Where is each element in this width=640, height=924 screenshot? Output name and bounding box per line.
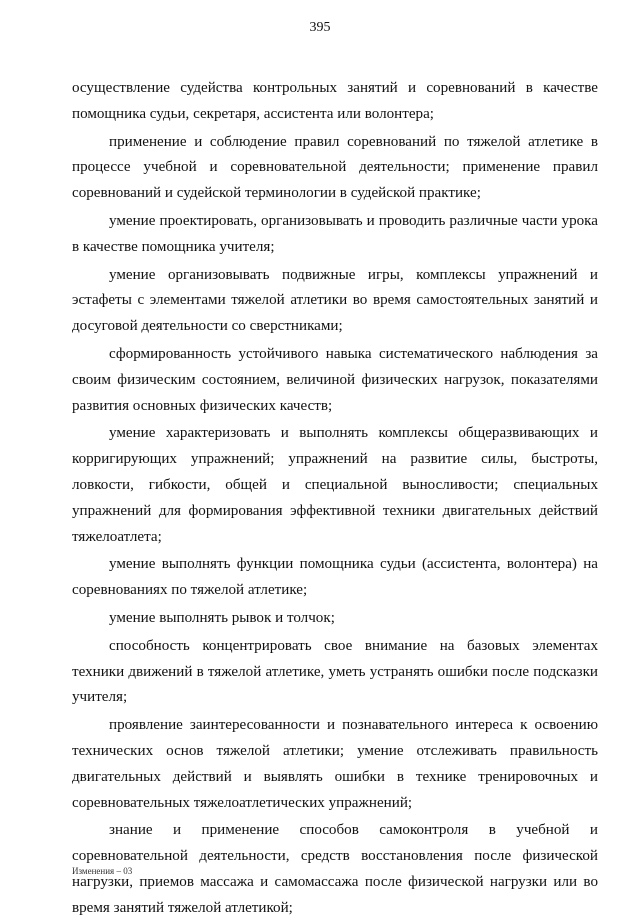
paragraph: применение и соблюдение правил соревнований по тяжелой атлетике в процессе учебной и соревновательной деятельности; применение правил соревнований и судейской терминологии в судейской практике; [72, 133, 598, 202]
paragraph: проявление заинтересованности и познавательного интереса к освоению технических основ тяжелой атлетики; умение отслеживать правильность двигательных действий и выявлять ошибки в технике тренировочных и соревновательных тяжелоатлетических упражнений; [72, 717, 598, 811]
paragraph: умение выполнять рывок и толчок; [109, 609, 335, 626]
paragraph: умение характеризовать и выполнять комплексы общеразвивающих и корригирующих упражнений; упражнений на развитие силы, быстроты, ловкости, гибкости, общей и специальной выносливости; специальных упражнений для формирования эффективной техники двигательных действий тяжелоатлета; [72, 425, 598, 545]
paragraph: знание и применение способов самоконтроля в учебной и соревновательной деятельности, средств восстановления после физической нагрузки, приемов массажа и самомассажа после физической нагрузки или во время занятий тяжелой атлетикой; [72, 822, 598, 916]
paragraph: осуществление судейства контрольных занятий и соревнований в качестве помощника судьи, секретаря, ассистента или волонтера; [72, 80, 598, 122]
paragraph: умение организовывать подвижные игры, комплексы упражнений и эстафеты с элементами тяжелой атлетики во время самостоятельных занятий и досуговой деятельности со сверстниками; [72, 266, 598, 335]
paragraph: способность концентрировать свое внимание на базовых элементах техники движений в тяжелой атлетике, уметь устранять ошибки после подсказки учителя; [72, 637, 598, 706]
paragraph: сформированность устойчивого навыка систематического наблюдения за своим физическим состоянием, величиной физических нагрузок, показателями развития основных физических качеств; [72, 345, 598, 414]
document-body [72, 76, 598, 924]
paragraph: умение проектировать, организовывать и проводить различные части урока в качестве помощника учителя; [72, 212, 598, 255]
paragraph: умение выполнять функции помощника судьи (ассистента, волонтера) на соревнованиях по тяжелой атлетике; [72, 556, 598, 599]
footer-revision: Изменения – 03 [72, 866, 133, 876]
page-number: 395 [309, 20, 331, 35]
